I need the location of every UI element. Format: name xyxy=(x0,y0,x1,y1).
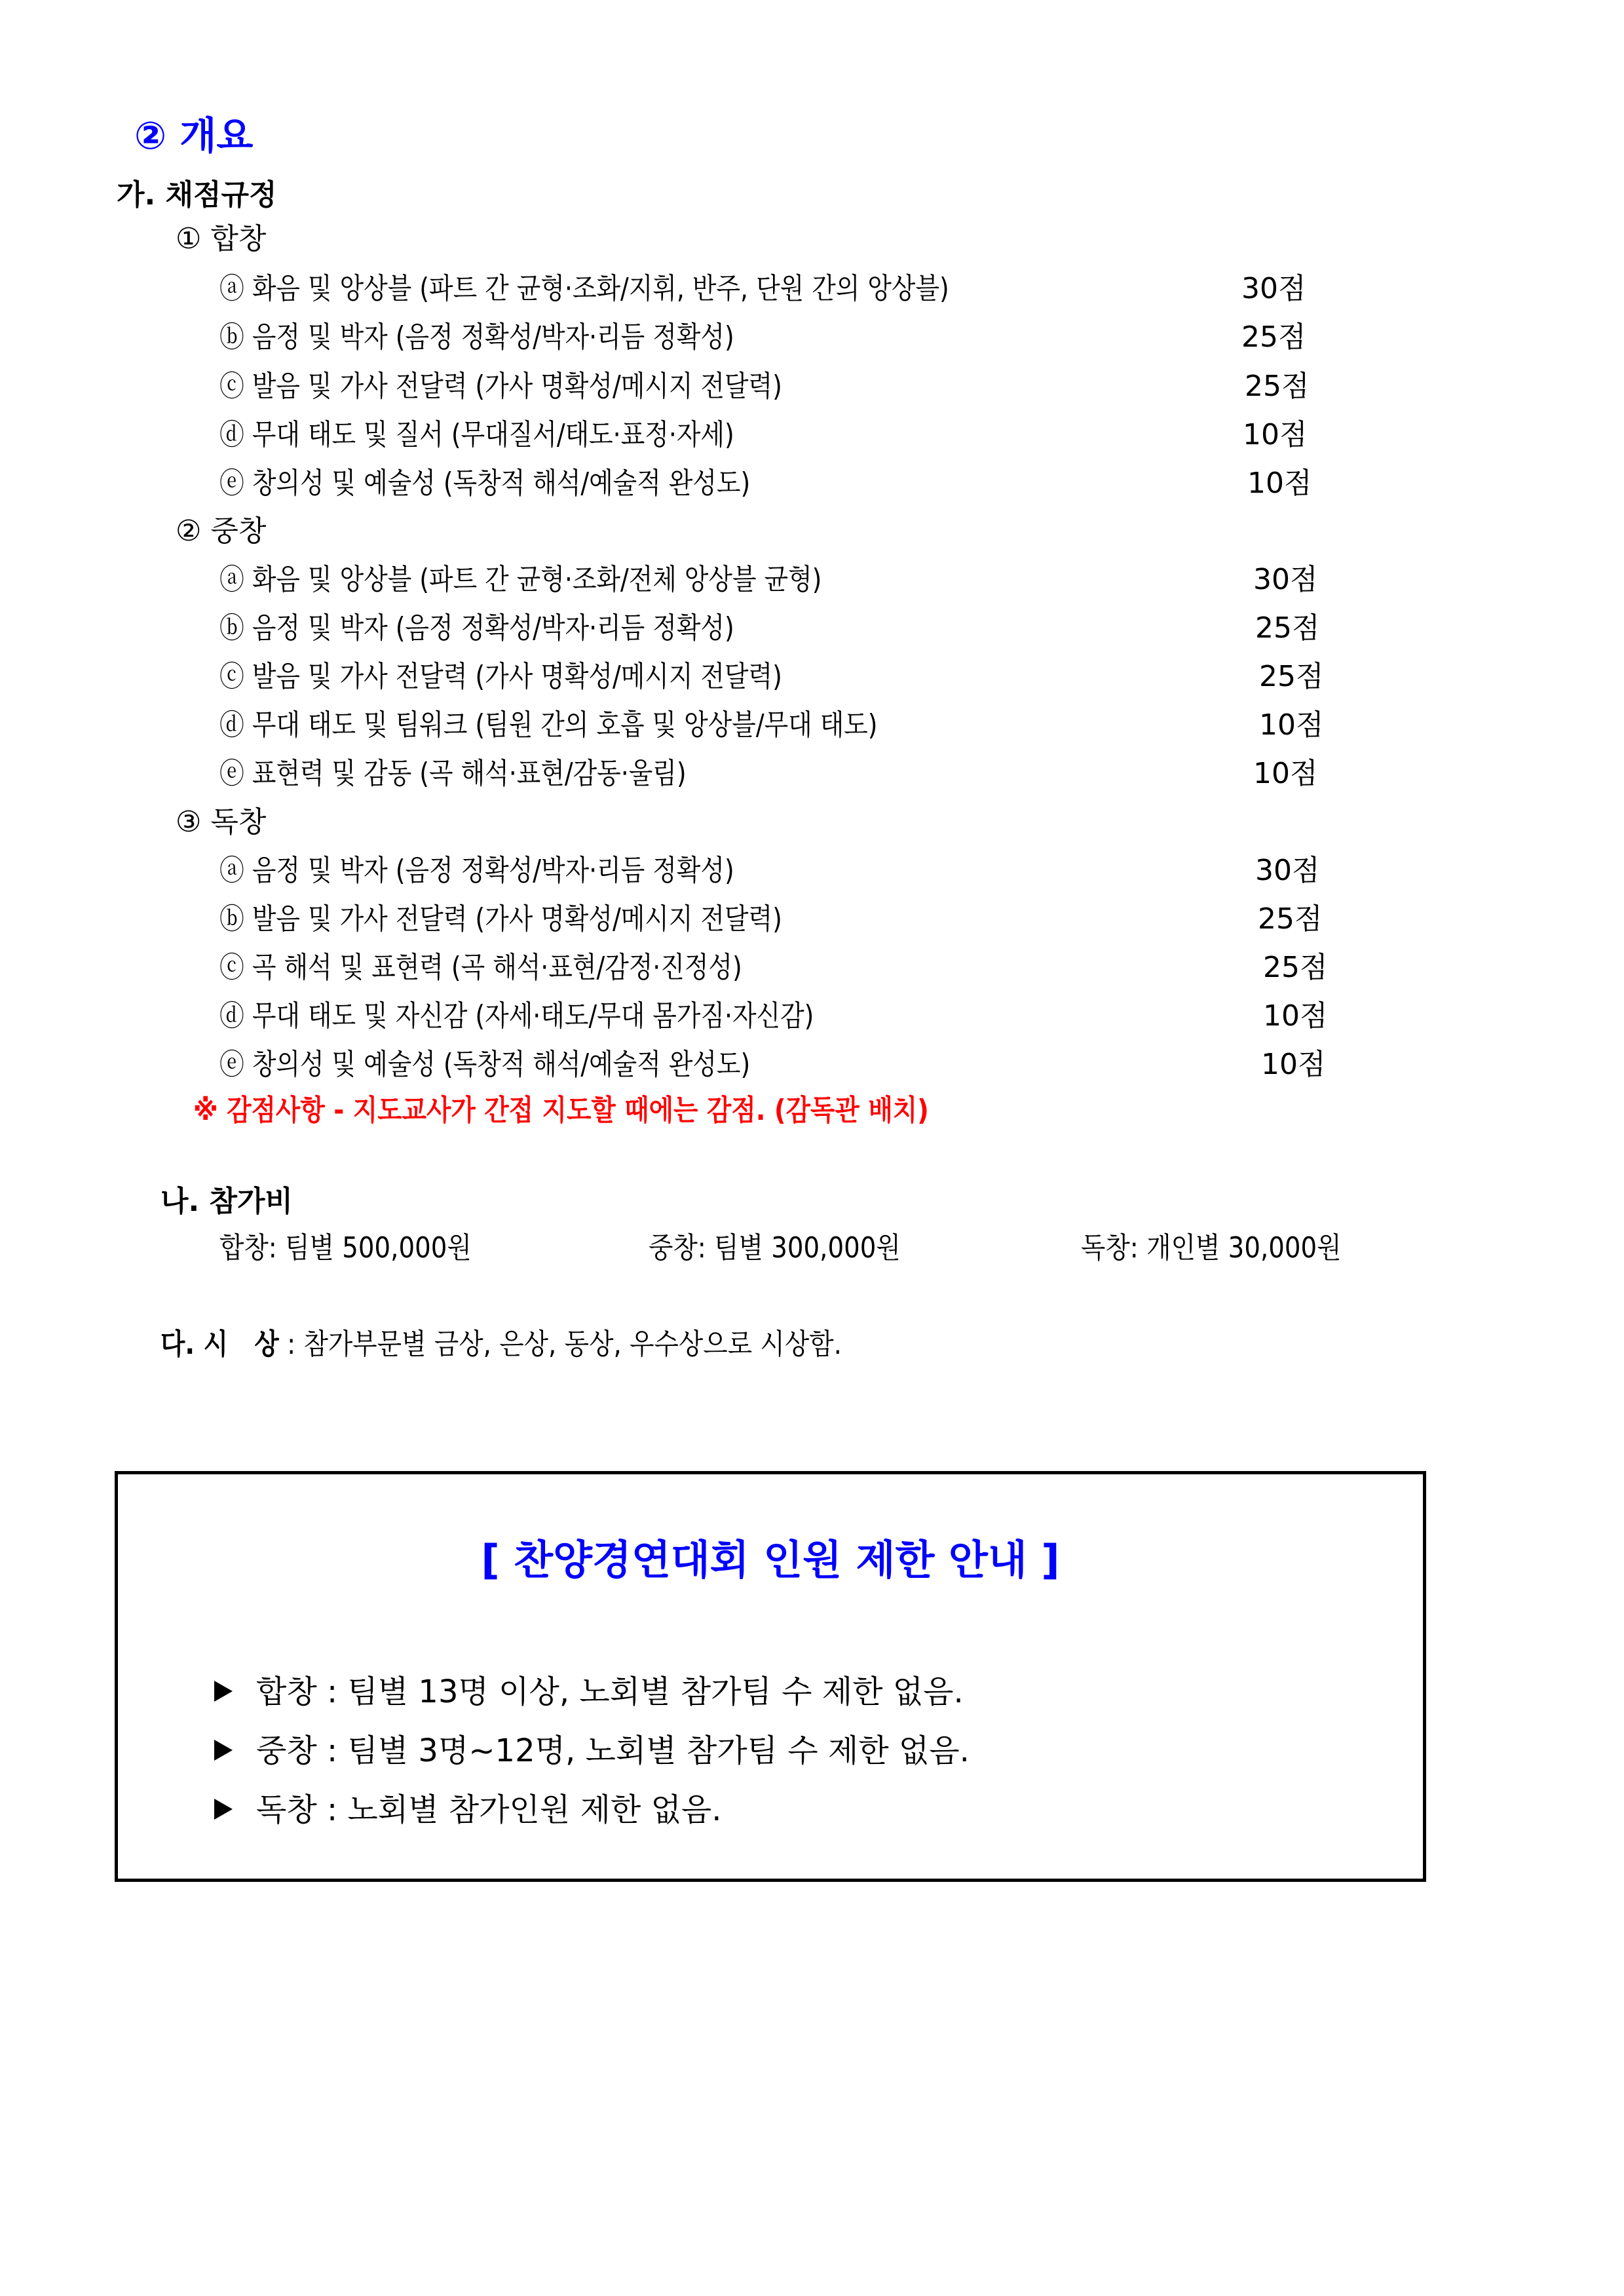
criterion-score: 10점 xyxy=(1247,467,1312,500)
notice-bullet xyxy=(214,1676,964,1708)
criterion-score: 30점 xyxy=(1255,854,1320,887)
criterion-score: 25점 xyxy=(1259,660,1324,693)
fee-ensemble: 중창: 팀별 300,000원 xyxy=(649,1231,901,1265)
awards-line xyxy=(161,1330,842,1359)
criterion-score: 25점 xyxy=(1263,951,1328,984)
category-label-chorus: ① 합창 xyxy=(176,222,267,256)
criterion-score: 25점 xyxy=(1241,320,1306,354)
criterion-score: 10점 xyxy=(1263,999,1328,1033)
fee-chorus: 합창: 팀별 500,000원 xyxy=(219,1231,472,1265)
criterion-score: 25점 xyxy=(1255,611,1320,645)
triangle-right-icon xyxy=(214,1681,233,1702)
criterion-score: 10점 xyxy=(1259,708,1324,742)
category-label-ensemble: ② 중창 xyxy=(176,514,267,548)
criterion-score: 25점 xyxy=(1245,370,1310,403)
notice-bullet-text: 중창 : 팀별 3명~12명, 노회별 참가팀 수 제한 없음. xyxy=(256,1732,970,1769)
fees-heading: 나. 참가비 xyxy=(161,1185,293,1218)
criterion-text: ⓒ 발음 및 가사 전달력 (가사 명확성/메시지 전달력) xyxy=(219,660,782,693)
criterion-text: ⓐ 화음 및 앙상블 (파트 간 균형·조화/지휘, 반주, 단원 간의 앙상블) xyxy=(219,272,949,305)
criterion-score: 30점 xyxy=(1253,563,1318,596)
criterion-text: ⓑ 음정 및 박자 (음정 정확성/박자·리듬 정확성) xyxy=(219,320,734,354)
criterion-score: 10점 xyxy=(1261,1048,1326,1081)
notice-box xyxy=(115,1471,1426,1882)
scoring-heading: 가. 채점규정 xyxy=(117,178,277,212)
awards-label: 다. 시 상 xyxy=(161,1328,279,1361)
notice-bullet xyxy=(214,1791,722,1828)
criterion-score: 10점 xyxy=(1243,418,1308,451)
triangle-right-icon xyxy=(214,1799,233,1820)
awards-text: : 참가부문별 금상, 은상, 동상, 우수상으로 시상함. xyxy=(278,1328,842,1361)
criterion-text: ⓒ 발음 및 가사 전달력 (가사 명확성/메시지 전달력) xyxy=(219,370,782,403)
notice-bullet xyxy=(214,1732,970,1769)
triangle-right-icon xyxy=(214,1740,233,1761)
section-title: ② 개요 xyxy=(134,113,254,158)
criterion-score: 30점 xyxy=(1241,272,1306,305)
criterion-score: 10점 xyxy=(1253,757,1318,790)
criterion-text: ⓓ 무대 태도 및 자신감 (자세·태도/무대 몸가짐·자신감) xyxy=(219,999,814,1033)
criterion-score: 25점 xyxy=(1258,902,1323,936)
criterion-text: ⓔ 창의성 및 예술성 (독창적 해석/예술적 완성도) xyxy=(219,467,751,500)
criterion-text: ⓓ 무대 태도 및 질서 (무대질서/태도·표정·자세) xyxy=(219,418,734,451)
criterion-text: ⓔ 창의성 및 예술성 (독창적 해석/예술적 완성도) xyxy=(219,1048,751,1081)
criterion-text: ⓒ 곡 해석 및 표현력 (곡 해석·표현/감정·진정성) xyxy=(219,951,742,984)
notice-box-title: [ 찬양경연대회 인원 제한 안내 ] xyxy=(481,1536,1060,1584)
criterion-text: ⓓ 무대 태도 및 팀워크 (팀원 간의 호흡 및 앙상블/무대 태도) xyxy=(219,708,878,742)
fee-solo: 독창: 개인별 30,000원 xyxy=(1081,1231,1342,1265)
criterion-text: ⓑ 발음 및 가사 전달력 (가사 명확성/메시지 전달력) xyxy=(219,902,782,936)
penalty-note: ※ 감점사항 - 지도교사가 간접 지도할 때에는 감점. (감독관 배치) xyxy=(193,1094,929,1127)
criterion-text: ⓔ 표현력 및 감동 (곡 해석·표현/감동·울림) xyxy=(219,757,687,790)
criterion-text: ⓐ 화음 및 앙상블 (파트 간 균형·조화/전체 앙상블 균형) xyxy=(219,563,822,596)
category-label-solo: ③ 독창 xyxy=(176,805,267,839)
criterion-text: ⓑ 음정 및 박자 (음정 정확성/박자·리듬 정확성) xyxy=(219,611,734,645)
notice-bullet-text: 합창 : 팀별 13명 이상, 노회별 참가팀 수 제한 없음. xyxy=(256,1674,964,1710)
criterion-text: ⓐ 음정 및 박자 (음정 정확성/박자·리듬 정확성) xyxy=(219,854,734,887)
notice-bullet-text: 독창 : 노회별 참가인원 제한 없음. xyxy=(256,1791,722,1828)
